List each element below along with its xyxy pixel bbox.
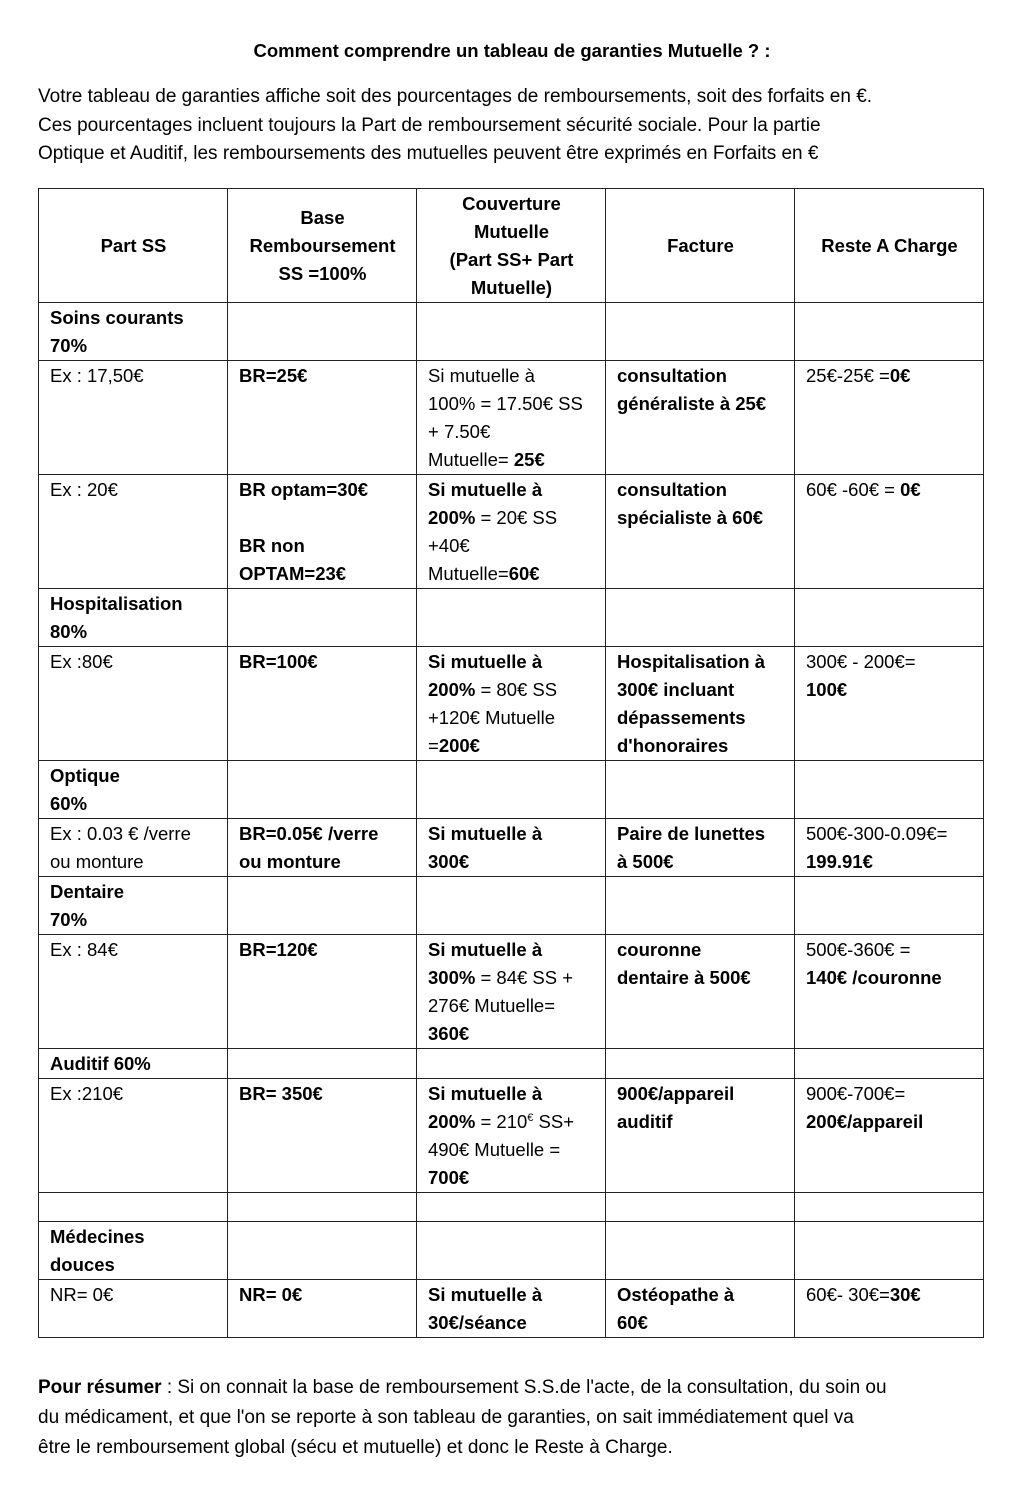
table-row-category <box>39 589 984 647</box>
cell-part: Ex :210€ <box>39 1079 228 1193</box>
category-label: Optique 60% <box>39 761 228 819</box>
table-row-category <box>39 1222 984 1280</box>
cell-part: Ex : 17,50€ <box>39 361 228 475</box>
table-header-row <box>39 189 984 303</box>
cell-facture: couronne dentaire à 500€ <box>606 935 795 1049</box>
guarantees-table <box>38 188 984 1338</box>
cell-base: BR= 350€ <box>228 1079 417 1193</box>
summary-line: être le remboursement global (sécu et mutuelle) et donc le Reste à Charge. <box>38 1437 673 1458</box>
cell-reste: 60€ -60€ = 0€ <box>795 475 984 589</box>
table-row-category <box>39 1049 984 1079</box>
summary-line: du médicament, et que l'on se reporte à son tableau de garanties, on sait immédiatement quel va <box>38 1407 854 1428</box>
cell-base: BR=0.05€ /verre ou monture <box>228 819 417 877</box>
table-row <box>39 819 984 877</box>
intro-line: Ces pourcentages incluent toujours la Part de remboursement sécurité sociale. Pour la partie <box>38 114 821 136</box>
page-title: Comment comprendre un tableau de garanties Mutuelle ? : <box>253 40 771 61</box>
cell-reste: 500€-360€ = 140€ /couronne <box>795 935 984 1049</box>
cell-base: BR=120€ <box>228 935 417 1049</box>
cell-base: NR= 0€ <box>228 1280 417 1338</box>
table-row-empty <box>39 1193 984 1222</box>
cell-base: BR optam=30€ BR non OPTAM=23€ <box>228 475 417 589</box>
cell-facture: 900€/appareil auditif <box>606 1079 795 1193</box>
cell-facture: consultation spécialiste à 60€ <box>606 475 795 589</box>
category-label: Dentaire 70% <box>39 877 228 935</box>
cell-couverture: Si mutuelle à 300€ <box>417 819 606 877</box>
summary-line: : Si on connait la base de remboursement S.S.de l'acte, de la consultation, du soin ou <box>161 1377 887 1398</box>
header-couverture: Couverture Mutuelle (Part SS+ Part Mutuelle) <box>417 189 606 303</box>
category-label: Soins courants 70% <box>39 303 228 361</box>
cell-couverture: Si mutuelle à 300% = 84€ SS + 276€ Mutuelle= 360€ <box>417 935 606 1049</box>
summary-label: Pour résumer <box>38 1377 162 1398</box>
cell-couverture: Si mutuelle à 200% = 80€ SS +120€ Mutuelle =200€ <box>417 647 606 761</box>
cell-base: BR=25€ <box>228 361 417 475</box>
intro-line: Optique et Auditif, les remboursements des mutuelles peuvent être exprimés en Forfaits en € <box>38 143 819 164</box>
header-base: Base Remboursement SS =100% <box>228 189 417 303</box>
table-row-category <box>39 877 984 935</box>
cell-part: Ex :80€ <box>39 647 228 761</box>
cell-reste: 25€-25€ =0€ <box>795 361 984 475</box>
cell-facture: Paire de lunettes à 500€ <box>606 819 795 877</box>
cell-facture: Hospitalisation à 300€ incluant dépassements d'honoraires <box>606 647 795 761</box>
cell-reste: 60€- 30€=30€ <box>795 1280 984 1338</box>
cell-couverture: Si mutuelle à 200% = 210€ SS+ 490€ Mutuelle = 700€ <box>417 1079 606 1193</box>
header-facture: Facture <box>606 189 795 303</box>
cell-part: Ex : 0.03 € /verre ou monture <box>39 819 228 877</box>
cell-reste: 900€-700€= 200€/appareil <box>795 1079 984 1193</box>
cell-reste: 300€ - 200€= 100€ <box>795 647 984 761</box>
category-label: Hospitalisation 80% <box>39 589 228 647</box>
intro-paragraph <box>38 83 998 169</box>
header-part-ss: Part SS <box>39 189 228 303</box>
table-row <box>39 1280 984 1338</box>
cell-couverture: Si mutuelle à 30€/séance <box>417 1280 606 1338</box>
intro-line: Votre tableau de garanties affiche soit des pourcentages de remboursements, soit des forfaits en €. <box>38 86 873 107</box>
cell-reste: 500€-300-0.09€= 199.91€ <box>795 819 984 877</box>
table-row <box>39 475 984 589</box>
table-row <box>39 1079 984 1193</box>
category-label: Auditif 60% <box>39 1049 228 1079</box>
cell-facture: consultation généraliste à 25€ <box>606 361 795 475</box>
table-row <box>39 647 984 761</box>
cell-part: Ex : 84€ <box>39 935 228 1049</box>
header-reste: Reste A Charge <box>795 189 984 303</box>
table-row-category <box>39 761 984 819</box>
cell-couverture: Si mutuelle à 200% = 20€ SS +40€ Mutuelle=60€ <box>417 475 606 589</box>
table-row <box>39 935 984 1049</box>
table-row-category <box>39 303 984 361</box>
cell-couverture: Si mutuelle à 100% = 17.50€ SS + 7.50€ Mutuelle= 25€ <box>417 361 606 475</box>
cell-part: NR= 0€ <box>39 1280 228 1338</box>
table-row <box>39 361 984 475</box>
cell-base: BR=100€ <box>228 647 417 761</box>
cell-part: Ex : 20€ <box>39 475 228 589</box>
category-label: Médecines douces <box>39 1222 228 1280</box>
cell-facture: Ostéopathe à 60€ <box>606 1280 795 1338</box>
summary-paragraph <box>38 1373 998 1463</box>
